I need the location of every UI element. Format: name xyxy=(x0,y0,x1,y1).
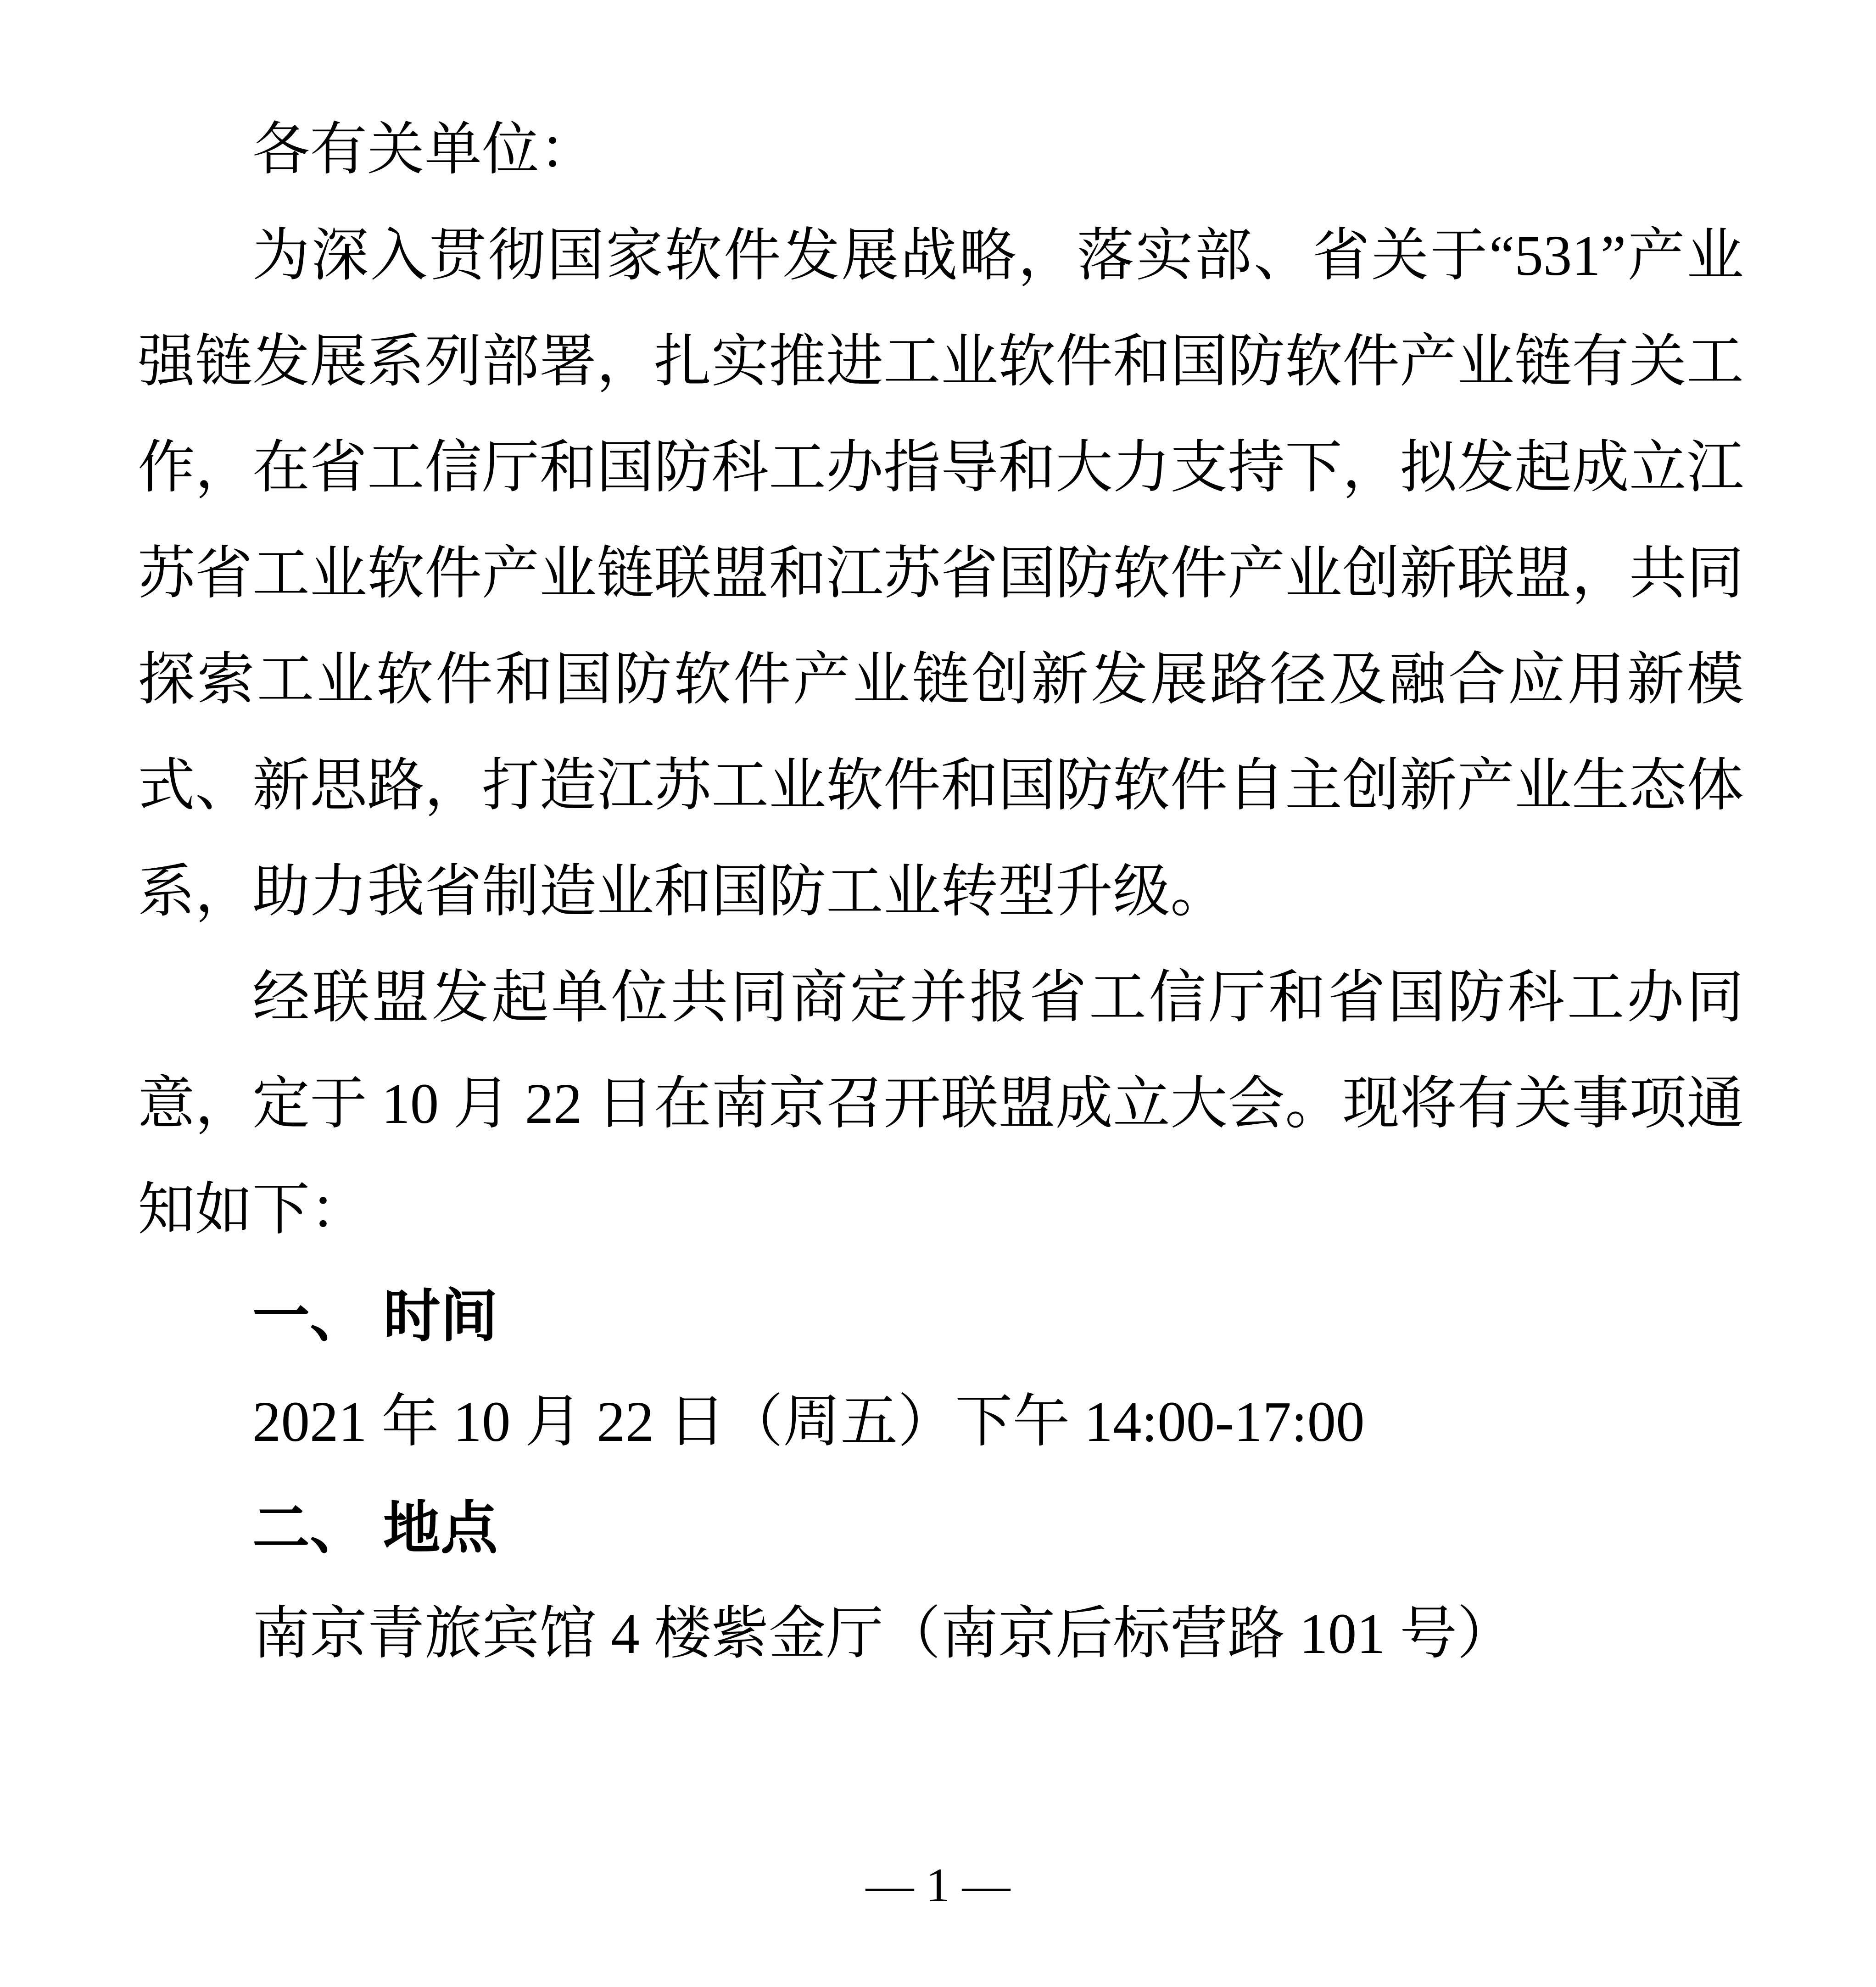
notice-body xyxy=(138,97,1744,1687)
section-heading-location: 二、 地点 xyxy=(252,1496,498,1560)
section-body-location: 南京青旅宾馆 4 楼紫金厅（南京后标营路 101 号） xyxy=(252,1602,1514,1666)
section-heading-time: 一、 时间 xyxy=(252,1284,498,1348)
paragraph-meeting-decision: 经联盟发起单位共同商定并报省工信厅和省国防科工办同意，定于 10 月 22 日在南京召开联盟成立大会。现将有关事项通知如下： xyxy=(138,966,1744,1242)
page-number: — 1 — xyxy=(865,1858,1011,1912)
section-body-time: 2021 年 10 月 22 日（周五）下午 14:00-17:00 xyxy=(252,1390,1365,1454)
salutation: 各有关单位： xyxy=(252,118,597,182)
paragraph-intro: 为深入贯彻国家软件发展战略，落实部、省关于“531”产业强链发展系列部署，扎实推进工业软件和国防软件产业链有关工作，在省工信厅和国防科工办指导和大力支持下，拟发起成立江苏省工业软件产业链联盟和江苏省国防软件产业创新联盟，共同探索工业软件和国防软件产业链创新发展路径及融合应用新模式、新思路，打造江苏工业软件和国防软件自主创新产业生态体系，助力我省制造业和国防工业转型升级。 xyxy=(138,224,1744,924)
